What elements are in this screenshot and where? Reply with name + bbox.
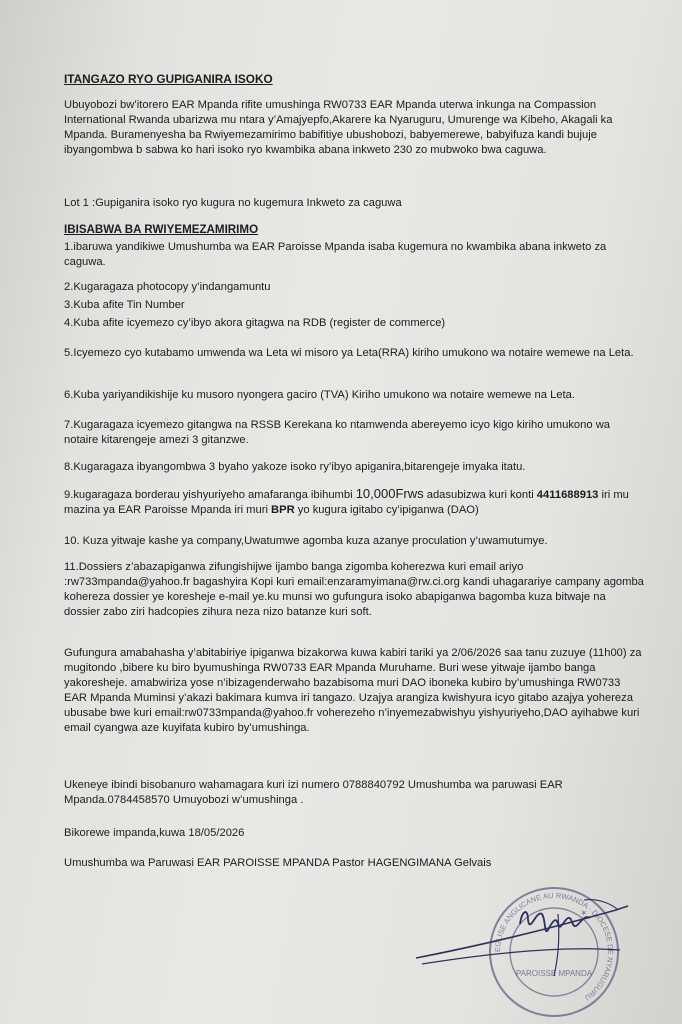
- requirement-6: 6.Kuba yariyandikishije ku musoro nyongera gaciro (TVA) Kiriho umukono wa notaire wemewe na Leta.: [64, 389, 575, 401]
- stamp-ring-text: EGLISE ANGLICANE AU RWANDA · DIOCESE DE NYARUGURU: [492, 890, 616, 1003]
- bank-name: BPR: [271, 504, 295, 516]
- handwritten-signature: [408, 880, 658, 990]
- requirement-9-part1: 9.kugaragaza borderau yishyuriyeho amafaranga ibihumbi: [64, 489, 356, 501]
- stamp-star-icon: ✶: [580, 909, 588, 919]
- requirement-8: 8.Kugaragaza ibyangombwa 3 byaho yakoze isoko ry’ibyo apiganira,bitarengeje imyaka itatu.: [64, 461, 526, 473]
- lot-line: Lot 1 :Gupiganira isoko ryo kugura no kugemura Inkweto za caguwa: [64, 197, 402, 209]
- requirement-5: 5.Icyemezo cyo kutabamo umwenda wa Leta wi misoro ya Leta(RRA) kiriho umukono wa notaire wemewe na Leta.: [64, 347, 634, 359]
- requirement-9-part3: iri mu mazina ya EAR Paroisse Mpanda iri muri: [64, 489, 629, 516]
- intro-paragraph: Ubuyobozi bw’itorero EAR Mpanda rifite umushinga RW0733 EAR Mpanda uterwa inkunga na Compassion International Rwanda ubarizwa mu ntara y’Amajyepfo,Akarere ka Nyaruguru, Umurenge wa Kibeho, Akagali ka Mpanda. Buramenyesha ba Rwiyemezamirimo babifitiye ubushobozi, babyemerewe, babyifuza kandi bujuje ibyangombwa b sabwa ko hari isoko ryo kwambika abana inkweto 230 zo mubwoko bwa caguwa.: [64, 99, 613, 156]
- requirement-9-part2: adasubizwa kuri konti: [423, 489, 537, 501]
- stamp-center-text: PAROISSE MPANDA: [515, 969, 593, 978]
- requirement-1: 1.ibaruwa yandikiwe Umushumba wa EAR Paroisse Mpanda isaba kugemura no kwambika abana inkweto za caguwa.: [64, 241, 607, 268]
- requirement-10: 10. Kuza yitwaje kashe ya company,Uwatumwe agomba kuza azanye proculation y’uwamutumye.: [64, 535, 548, 547]
- requirement-2: 2.Kugaragaza photocopy y’indangamuntu: [64, 281, 271, 293]
- account-number: 4411688913: [536, 489, 599, 501]
- requirements-title: IBISABWA BA RWIYEMEZAMIRIMO: [64, 223, 259, 236]
- requirement-9: [64, 486, 644, 518]
- document-title: ITANGAZO RYO GUPIGANIRA ISOKO: [64, 72, 273, 86]
- requirement-11: 11.Dossiers z’abazapiganwa zifungishijwe ijambo banga zigomba koherezwa kuri email ariyo :rw733mpanda@yahoo.fr bagashyira Kopi kuri email:enzaramyimana@rw.ci.org kandi uhagarariye campany agomba kohereza dossier ye koresheje e-mail ye.ku munsi wo gufungura isoko abapiganwa bagomba kuza bitwaje na dossier zabo ziri hadcopies zihura neza nizo batanze kuri soft.: [64, 561, 644, 618]
- fee-amount: 10,000Frws: [355, 486, 424, 501]
- requirement-3: 3.Kuba afite Tin Number: [64, 299, 185, 311]
- opening-paragraph: Gufungura amabahasha y’abitabiriye ipiganwa bizakorwa kuwa kabiri tariki ya 2/06/2026 saa tanu zuzuye (11h00) za mugitondo ,bibere ku biro byumushinga RW0733 EAR Mpanda Muruhame. Buri wese yitwaje ijambo banga yakoresheje. amabwiriza yose n’ibizagenderwaho bazabisoma muri DAO iboneka kubiro by’umushinga RW0733 EAR Mpanda Muminsi y’akazi bakimara kumva iri tangazo. Uzajya arangiza kwishyura icyo gitabo azajya yohereza ubusabe bwe kuri email:rw0733mpanda@yahoo.fr voherezeho n’inyemezabwishyu yishyuriyeho,DAO ayihabwe kuri email cyangwa aze kuyifata kubiro by’umushinga.: [64, 647, 642, 734]
- signatory-line: Umushumba wa Paruwasi EAR PAROISSE MPANDA Pastor HAGENGIMANA Gelvais: [64, 857, 492, 869]
- requirement-7: 7.Kugaragaza icyemezo gitangwa na RSSB Kerekana ko ntamwenda abereyemo icyo kigo kiriho umukono wa notaire kitarengeje amezi 3 gitanzwe.: [64, 419, 611, 446]
- contact-paragraph: Ukeneye ibindi bisobanuro wahamagara kuri izi numero 0788840792 Umushumba wa paruwasi EAR Mpanda.0784458570 Umuyobozi w’umushinga .: [64, 779, 563, 806]
- requirement-4: 4.Kuba afite icyemezo cy’ibyo akora gitagwa na RDB (register de commerce): [64, 317, 446, 329]
- requirement-9-part4: yo kugura igitabo cy’ipiganwa (DAO): [294, 504, 479, 516]
- date-line: Bikorewe impanda,kuwa 18/05/2026: [64, 827, 245, 839]
